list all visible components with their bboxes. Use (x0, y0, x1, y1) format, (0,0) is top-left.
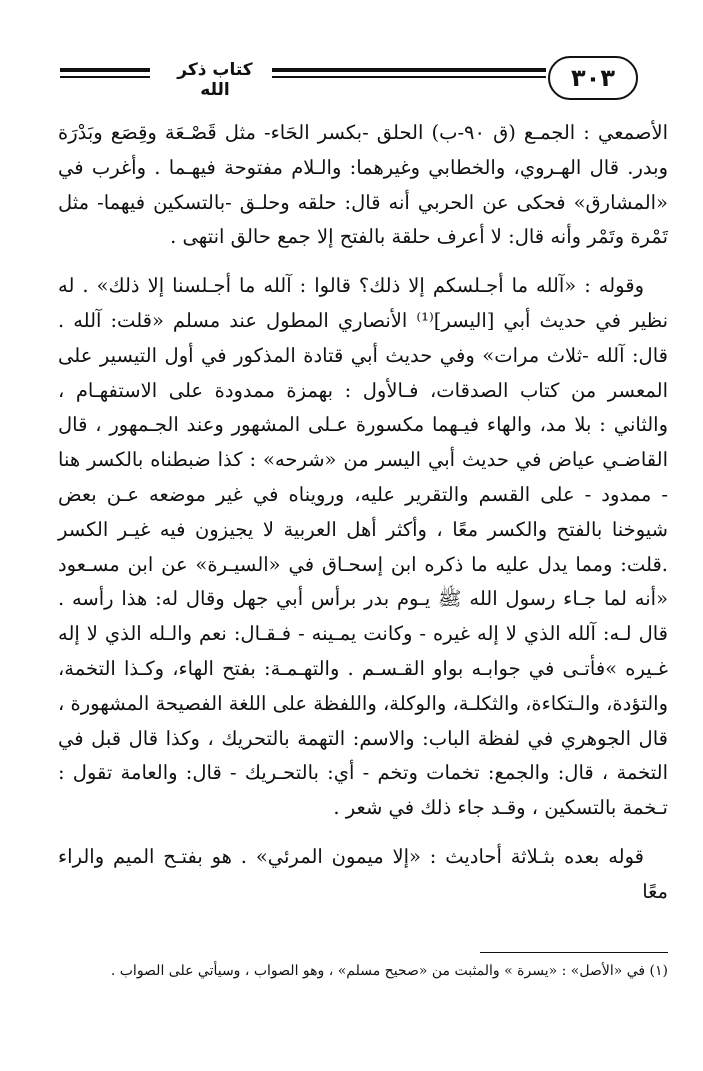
footnote-divider (480, 952, 668, 953)
page-number: ٣٠٣ (548, 56, 638, 100)
header-rule-mid-thick (272, 68, 546, 72)
main-text (58, 116, 668, 910)
page-header (60, 52, 650, 112)
header-rule-mid-thin (272, 76, 546, 78)
header-rule-left-thick (60, 68, 150, 72)
footnote: (١) في «الأصل» : «يسرة » والمثبت من «صحيح مسلم» ، وهو الصواب ، وسيأتي على الصواب . (110, 963, 668, 979)
paragraph-2: وقوله : «آلله ما أجـلسكم إلا ذلك؟ قالوا : آلله ما أجـلسنا إلا ذلك» . له نظير في حديث أبي [اليسر]⁽¹⁾ الأنصاري المطول عند مسلم «قلت: آلله . قال: آلله -ثلاث مرات» وفي حديث أبي قتادة المذكور في أول التيسير على المعسر من كتاب الصدقات، فـالأول : بهمزة ممدودة على الاستفهـام ، والثاني : بلا مد، والهاء فيـهما مكسورة عـلى المشهور وعند الجـمهور ، قال القاضـي عياض في حديث أبي اليسر من «شرحه» : كذا ضبطناه بالكسر هنا - ممدود - على القسم والتقرير عليه، ورويناه في غير موضعه عـن بعض شيوخنا بالفتح والكسر معًا ، وأكثر أهل العربية لا يجيزون فيه غيـر الكسر .قلت: ومما يدل عليه ما ذكره ابن إسحـاق في «السيـرة» عن ابن مسـعود «أنه لما جـاء رسول الله ﷺ يـوم بدر برأس أبي جهل وقال له: هذا رأسه . قال لـه: آلله الذي لا إله غيره - وكانت يمـينه - فـقـال: نعم والـله الذي لا إله غـيره »فأتـى في جوابـه بواو القـسـم . والتهـمـة: بفتح الهاء، وكـذا التخمة، والتؤدة، والـتكاءة، والثكلـة، والوكلة، واللفظة على اللغة الفصيحة المشهورة ، قال الجوهري في لفظة الباب: والاسم: التهمة بالتحريك ، وكذا قال قبل في التخمة ، قال: والجمع: تخمات وتخم - أي: بالتحـريك - قال: والعامة تقول : تـخمة بالتسكين ، وقـد جاء ذلك في شعر . (58, 274, 669, 820)
book-title: كتاب ذكر الله (177, 60, 253, 100)
paragraph-3: قوله بعده بثـلاثة أحاديث : «إلا ميمون المرئي» . هو بفتـح الميم والراء معًا (58, 844, 668, 903)
paragraph-1: الأصمعي : الجمـع (ق ٩٠-ب) الحلق -بكسر الحَاء- مثل قَصْـعَة وقِصَع وبَدْرَة وبدر. قال الهـروي، والخطابي وغيرهما: والـلام مفتوحة فيهـما . وأغرب في «المشارق» فحكى عن الحربي أنه قال: حلقه وحلـق -بالتسكين فيهما- مثل تَمْرة وتَمْر وأنه قال: لا أعرف حلقة بالفتح إلا جمع حالق انتهى . (58, 121, 668, 249)
header-rule-left-thin (60, 76, 150, 78)
